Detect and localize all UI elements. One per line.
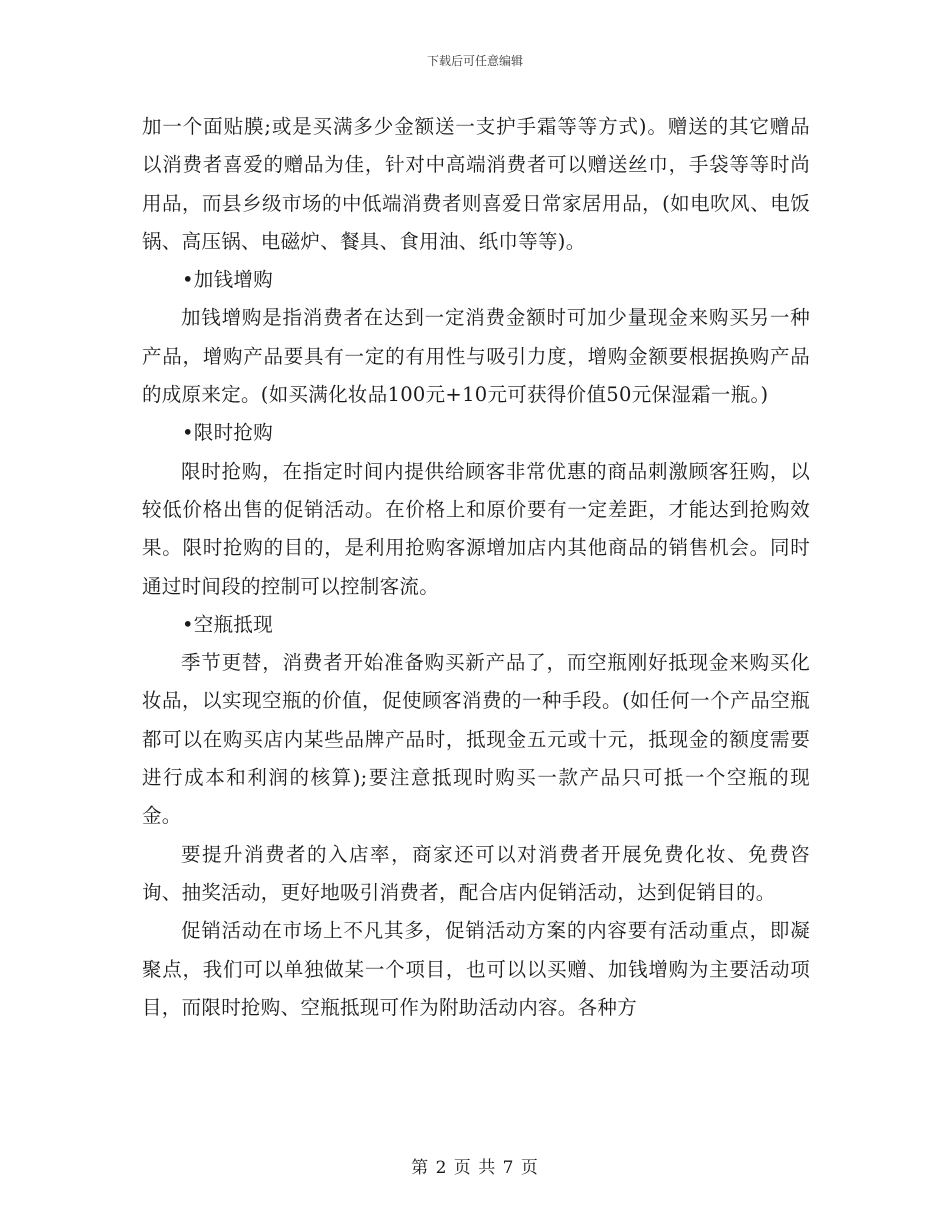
page-number-footer: 第 2 页 共 7 页	[411, 1158, 539, 1178]
page-header-note: 下载后可任意编辑	[426, 54, 523, 68]
paragraph-store-traffic: 要提升消费者的入店率，商家还可以对消费者开展免费化妆、免费咨询、抽奖活动，更好地吸引消费者，配合店内促销活动，达到促销目的。	[142, 842, 810, 904]
paragraph-promotion-focus: 促销活动在市场上不凡其多，促销活动方案的内容要有活动重点，即凝聚点，我们可以单独做某一个项目，也可以以买赠、加钱增购为主要活动项目，而限时抢购、空瓶抵现可作为附助活动内容。各种方	[142, 919, 810, 1019]
document-body	[142, 108, 810, 1027]
paragraph-add-money-purchase: 加钱增购是指消费者在达到一定消费金额时可加少量现金来购买另一种产品，增购产品要具有一定的有用性与吸引力度，增购金额要根据换购产品的成原来定。(如买满化妆品100元+10元可获得价值50元保湿霜一瓶。)	[142, 306, 810, 407]
bullet-heading-add-money-purchase: •加钱增购	[182, 268, 274, 292]
paragraph-gift-continuation: 加一个面贴膜;或是买满多少金额送一支护手霜等等方式)。赠送的其它赠品以消费者喜爱的赠品为佳，针对中高端消费者可以赠送丝巾，手袋等等时尚用品，而县乡级市场的中低端消费者则喜爱日常家居用品，(如电吹风、电饭锅、高压锅、电磁炉、餐具、食用油、纸巾等等)。	[142, 115, 810, 253]
paragraph-flash-sale: 限时抢购，在指定时间内提供给顾客非常优惠的商品刺激顾客狂购，以较低价格出售的促销活动。在价格上和原价要有一定差距，才能达到抢购效果。限时抢购的目的，是利用抢购客源增加店内其他商品的销售机会。同时通过时间段的控制可以控制客流。	[142, 459, 810, 598]
bullet-heading-flash-sale: •限时抢购	[182, 421, 274, 445]
bullet-heading-empty-bottle-credit: •空瓶抵现	[182, 612, 274, 636]
paragraph-empty-bottle-credit: 季节更替，消费者开始准备购买新产品了，而空瓶刚好抵现金来购买化妆品，以实现空瓶的价值，促使顾客消费的一种手段。(如任何一个产品空瓶都可以在购买店内某些品牌产品时，抵现金五元或十元，抵现金的额度需要进行成本和利润的核算);要注意抵现时购买一款产品只可抵一个空瓶的现金。	[142, 651, 810, 828]
